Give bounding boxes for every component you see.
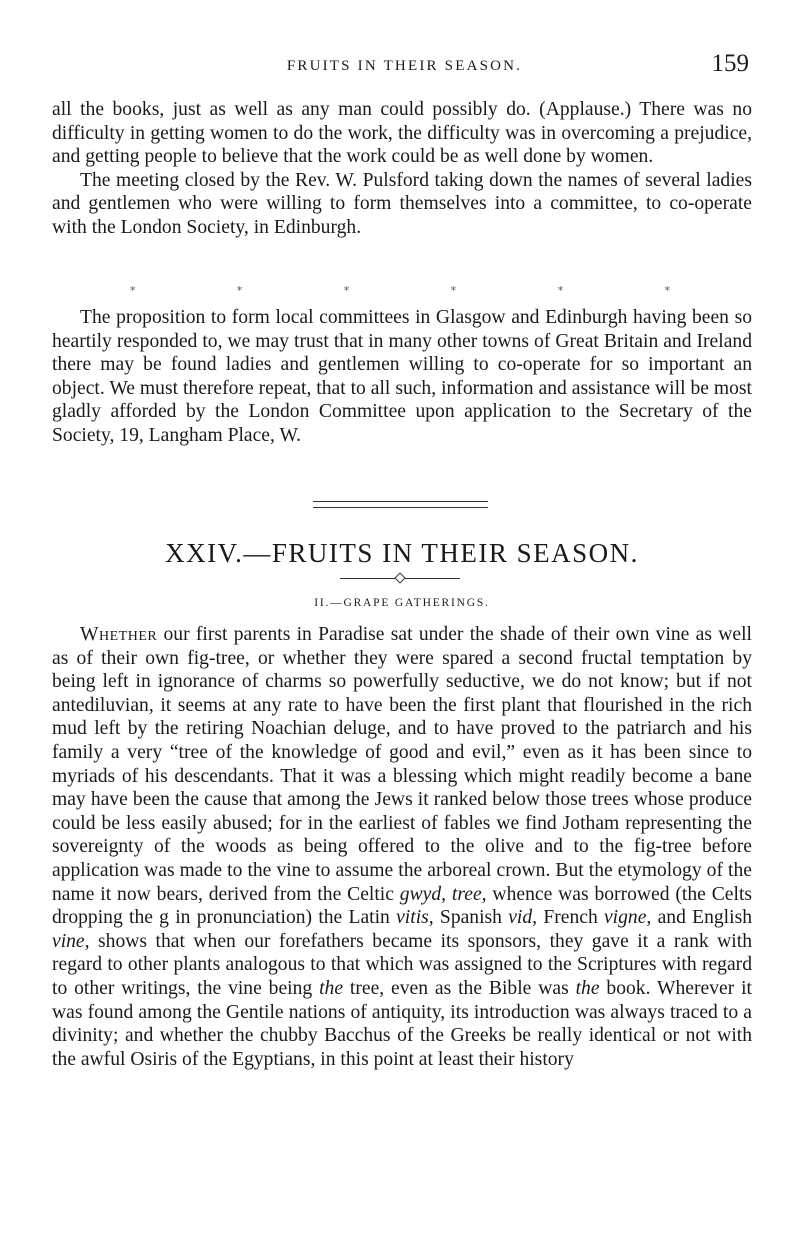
star-mark: *: [664, 284, 670, 297]
italic-word: the: [319, 977, 344, 999]
text-run: French: [537, 907, 604, 929]
text-run: our first parents in Paradise sat under the shade of their own vine as well as of their own fig-tree, or whether they were spared a second fructal temptation by being left in ignorance of charms so powerfully seductive, we do not know; but if not antediluvian, it seems at any rate to have been the first plant that flourished in the rich mud left by the retiring Noachian deluge, and to have proved to the patriarch and his family a very “tree of the knowledge of good and evil,” even as it has been since to myriads of his descendants. That it was a blessing which might readily become a bane may have been the cause that among the Jews it ranked below those trees whose produce could be less easily abused; for in the earliest of fables we find Jotham representing the sovereignty of the woods as being offered to the olive and to the fig-tree before application was made to the vine to assume the arboreal crown. But the etymology of the name it now bears, derived from the Celtic: [52, 624, 752, 905]
opening-word: Whether: [80, 624, 158, 645]
text-run: Spanish: [433, 907, 509, 929]
italic-word: the: [575, 977, 600, 999]
section-break-stars: [130, 284, 670, 297]
text-run: book. Wherever it was found among the Gentile nations of antiquity, its introduction was always traced to a divinity; and whether the chubby Bacchus of the Greeks be really identical or not with the awful Osiris of the Egyptians, in this point at least their history: [52, 977, 753, 1070]
text-run: shows that when our forefathers became its sponsors, they gave it a rank with regard to other plants analogous to that which was assigned to the Scriptures with regard to other writings, the vine being: [52, 930, 752, 999]
italic-word: vitis,: [396, 907, 434, 929]
article-paragraph: [52, 623, 752, 1071]
running-title: FRUITS IN THEIR SEASON.: [286, 58, 523, 74]
diamond-ornament-icon: [394, 572, 405, 583]
meeting-report-text: [52, 98, 752, 240]
paragraph: all the books, just as well as any man could possibly do. (Applause.) There was no difficulty in getting women to do the work, the difficulty was in overcoming a prejudice, and getting people to believe that the work could be as well done by women.: [52, 99, 752, 168]
text-run: and English: [651, 907, 752, 929]
chapter-subtitle: II.—GRAPE GATHERINGS.: [314, 597, 490, 609]
italic-word: vigne,: [603, 907, 652, 929]
text-run: tree, even as the Bible was: [343, 977, 576, 999]
paragraph: The proposition to form local committees in Glasgow and Edinburgh having been so heartily responded to, we may trust that in many other towns of Great Britain and Ireland there may be found ladies and gentlemen willing to co-operate for so important an object. We must therefore repeat, that to all such, information and assistance will be most gladly afforded by the London Committee upon application to the Secretary of the Society, 19, Langham Place, W.: [52, 307, 752, 446]
running-head: [52, 52, 757, 82]
article-text: [52, 623, 752, 1071]
italic-word: vid,: [508, 907, 538, 929]
star-mark: *: [236, 284, 243, 297]
paragraph: The meeting closed by the Rev. W. Pulsford taking down the names of several ladies and gentlemen who were willing to form themselves into a committee, to co-operate with the London Society, in Edinburgh.: [52, 169, 752, 238]
chapter-title: XXIV.—FRUITS IN THEIR SEASON.: [165, 538, 639, 568]
committee-notice-text: [52, 306, 752, 448]
star-mark: *: [450, 284, 457, 297]
text-run: whence was borrowed (the Celts dropping the g in pronunciation) the Latin: [52, 883, 753, 929]
star-mark: *: [130, 284, 136, 297]
star-mark: *: [557, 284, 564, 297]
italic-word: gwyd, tree,: [399, 883, 487, 905]
star-mark: *: [343, 284, 350, 297]
double-rule-divider: [313, 501, 488, 508]
italic-word: vine,: [52, 930, 90, 952]
page-number: 159: [711, 50, 749, 77]
